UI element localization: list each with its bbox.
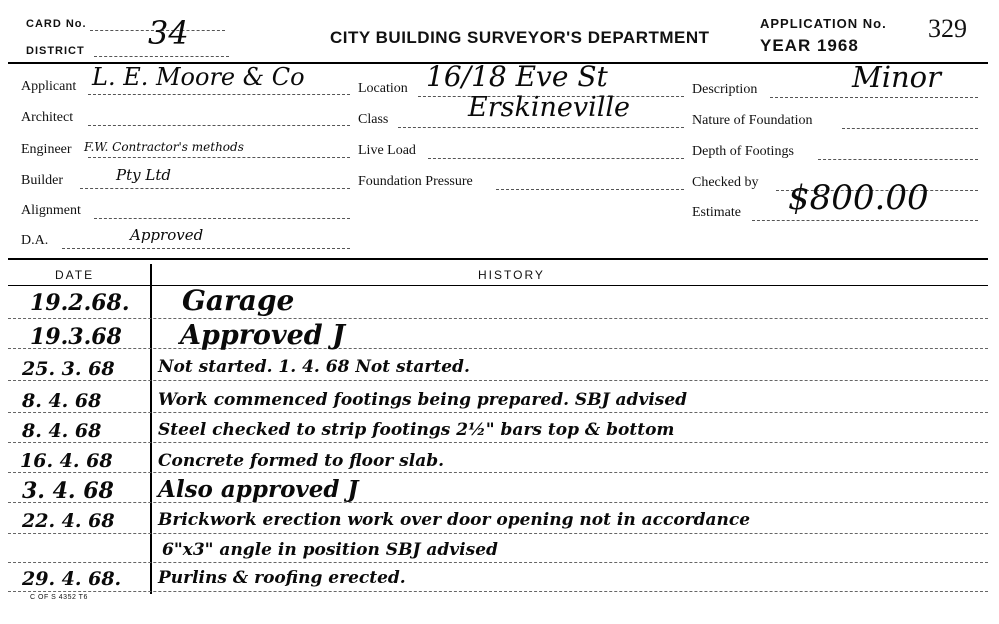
department-title: CITY BUILDING SURVEYOR'S DEPARTMENT <box>330 28 710 47</box>
class-label: Class <box>358 112 389 127</box>
history-entry: 6"x3" angle in position SBJ advised <box>162 540 498 560</box>
history-date: 29. 4. 68. <box>22 568 122 590</box>
applicant-value: L. E. Moore & Co <box>92 63 305 91</box>
row-line <box>8 533 988 534</box>
card-no-label: CARD No. <box>26 18 87 30</box>
engineer-value: F.W. Contractor's methods <box>84 140 244 154</box>
da-label: D.A. <box>21 233 49 248</box>
applicant-label: Applicant <box>21 79 77 94</box>
district-label: DISTRICT <box>26 45 85 57</box>
architect-label: Architect <box>21 110 74 125</box>
history-header-rule <box>8 285 988 286</box>
history-entry: Concrete formed to floor slab. <box>158 451 445 471</box>
print-code: C OF S 4352 T6 <box>30 594 88 601</box>
history-date: 22. 4. 68 <box>22 510 115 532</box>
row-line <box>8 562 988 563</box>
history-entry: Approved J <box>180 320 345 351</box>
class-value: Erskineville <box>468 92 630 123</box>
description-value: Minor <box>852 60 941 94</box>
depth-of-footings-line <box>818 159 978 160</box>
estimate-label: Estimate <box>692 205 741 220</box>
engineer-label: Engineer <box>21 142 72 157</box>
history-entry: Also approved J <box>158 476 359 503</box>
history-date: 25. 3. 68 <box>22 358 115 380</box>
row-line <box>8 591 988 592</box>
estimate-line <box>752 220 978 221</box>
history-entry: Not started. 1. 4. 68 Not started. <box>158 357 470 377</box>
history-entry: Work commenced footings being prepared. SBJ advised <box>158 390 688 410</box>
history-entry: Garage <box>182 284 295 317</box>
fields-rule <box>8 258 988 260</box>
history-date: 8. 4. 68 <box>22 420 102 442</box>
depth-of-footings-label: Depth of Footings <box>692 144 794 159</box>
history-date: 16. 4. 68 <box>20 450 113 472</box>
date-column-divider <box>150 264 152 594</box>
estimate-value: $800.00 <box>788 178 929 218</box>
architect-line <box>88 125 350 126</box>
row-line <box>8 442 988 443</box>
history-date: 19.3.68 <box>30 324 122 350</box>
history-entry: Steel checked to strip footings 2½" bars top & bottom <box>158 420 675 440</box>
district-line <box>94 56 229 57</box>
foundation-pressure-label: Foundation Pressure <box>358 174 473 189</box>
history-entry: Purlins & roofing erected. <box>158 568 406 588</box>
live-load-label: Live Load <box>358 143 416 158</box>
row-line <box>8 502 988 503</box>
row-line <box>8 348 988 349</box>
da-value: Approved <box>130 226 204 244</box>
engineer-line <box>88 157 350 158</box>
history-header: HISTORY <box>478 268 545 282</box>
nature-of-foundation-label: Nature of Foundation <box>692 113 813 128</box>
checked-by-label: Checked by <box>692 175 759 190</box>
history-date: 8. 4. 68 <box>22 390 102 412</box>
application-no-label: APPLICATION No. <box>760 16 887 31</box>
date-header: DATE <box>55 268 95 282</box>
district-value: 34 <box>148 14 189 52</box>
history-date: 3. 4. 68 <box>22 478 114 504</box>
alignment-label: Alignment <box>21 203 81 218</box>
da-line <box>62 248 350 249</box>
row-line <box>8 472 988 473</box>
history-date: 19.2.68. <box>30 290 130 316</box>
description-label: Description <box>692 82 758 97</box>
location-value: 16/18 Eve St <box>426 60 608 93</box>
location-label: Location <box>358 81 408 96</box>
row-line <box>8 412 988 413</box>
alignment-line <box>94 218 350 219</box>
row-line <box>8 380 988 381</box>
foundation-pressure-line <box>496 189 684 190</box>
class-line <box>398 127 684 128</box>
applicant-line <box>88 94 350 95</box>
history-entry: Brickwork erection work over door opening not in accordance <box>158 510 751 530</box>
live-load-line <box>428 158 684 159</box>
year-label: YEAR 1968 <box>760 36 859 55</box>
description-line <box>770 97 978 98</box>
builder-line <box>80 188 350 189</box>
application-no-value: 329 <box>928 14 967 43</box>
row-line <box>8 318 988 319</box>
builder-value: Pty Ltd <box>116 166 171 184</box>
nature-of-foundation-line <box>842 128 978 129</box>
builder-label: Builder <box>21 173 63 188</box>
